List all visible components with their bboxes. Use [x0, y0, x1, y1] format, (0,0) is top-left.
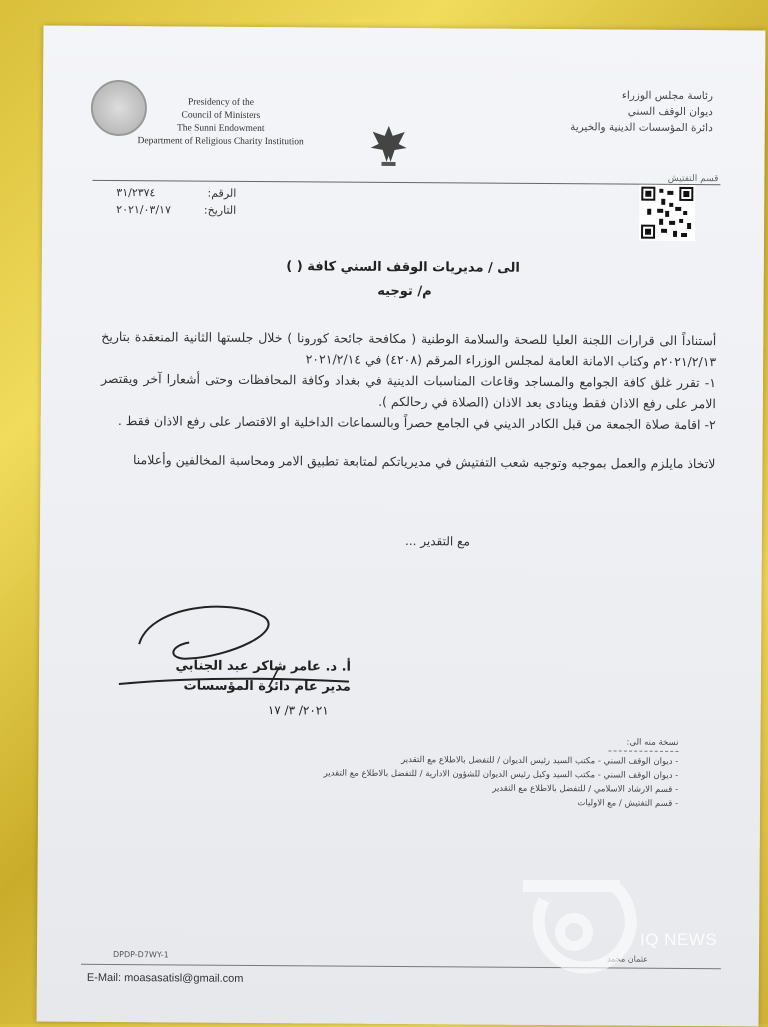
en-line-1: Presidency of the — [187, 97, 254, 108]
en-line-2: Council of Ministers — [181, 110, 261, 122]
cc-item-3: - قسم الارشاد الاسلامي / للتفضل بالاطلاع مع التقدير — [492, 783, 679, 795]
signature-date: ٢٠٢١/ ٣/ ١٧ — [267, 703, 329, 718]
en-line-3: The Sunni Endowment — [176, 123, 265, 135]
ref-number-value: ٣١/٢٣٧٤ — [116, 186, 156, 200]
reference-block — [116, 184, 236, 219]
ref-number-label: الرقم: — [207, 186, 237, 200]
body-paragraph-4: لاتخاذ مايلزم والعمل بموجبه وتوجيه شعب التفتيش في مديرياتكم لمتابعة تطبيق الامر ومحاسبة المخالفين وأعلامنا — [132, 452, 716, 472]
qr-code-icon — [639, 185, 695, 241]
iraq-emblem-icon — [369, 122, 409, 168]
ar-line-2: ديوان الوقف السني — [627, 105, 713, 119]
recipient-line: الى / مديريات الوقف السني كافة ( ) — [286, 259, 520, 276]
ref-date-value: ٢٠٢١/٠٣/١٧ — [116, 203, 171, 217]
department-label: قسم التفتيش — [667, 173, 719, 185]
iq-news-logo-icon — [514, 856, 644, 986]
ar-line-1: رئاسة مجلس الوزراء — [621, 89, 714, 103]
cc-label: نسخة منه الى: — [626, 737, 679, 748]
arabic-letterhead — [513, 87, 713, 136]
document-page — [37, 25, 766, 1026]
body-paragraph-3: ٢- اقامة صلاة الجمعة من قبل الكادر الديني في الجامع حصراً وبالسماعات الداخلية او الاقتصار على رفع الاذان فقط . — [117, 413, 716, 433]
footer-email: E-Mail: moasasatisl@gmail.com — [86, 971, 244, 985]
signer-block — [131, 656, 351, 698]
en-line-4: Department of Religious Charity Institution — [137, 136, 304, 148]
cc-item-2: - ديوان الوقف السني - مكتب السيد وكيل رئيس الديوان للشؤون الادارية / للتفضل بالاطلاع مع التقدير — [323, 768, 679, 781]
closing-regards: مع التقدير ... — [405, 534, 470, 549]
ar-line-3: دائرة المؤسسات الدينية والخيرية — [570, 121, 713, 135]
watermark-text: IQ NEWS — [640, 930, 718, 949]
footer-code: DPDP-D7WY-1 — [112, 949, 169, 960]
body-paragraph-2: ١- تقرر غلق كافة الجوامع والمساجد وقاعات المناسبات الدينية في بغداد وكافة المحافظات وحتى أشعارا آخر ويقتصر الامر على رفع الاذان فقط وينادى بعد الاذان (الصلاة في رحالكم ). — [100, 370, 717, 412]
cc-item-4: - قسم التفتيش / مع الاوليات — [577, 798, 679, 809]
english-letterhead — [101, 96, 341, 150]
ref-date-label: التاريخ: — [203, 203, 237, 217]
signer-title: مدير عام دائرة المؤسسات — [183, 678, 351, 695]
letter-body — [100, 326, 716, 474]
signer-name: أ. د. عامر شاكر عبد الجنابي — [175, 658, 352, 675]
footer-initials: عثمان محمد — [606, 954, 648, 964]
cc-rule — [608, 750, 678, 751]
subject-line: م/ توجيه — [377, 283, 432, 300]
copies-list — [308, 733, 679, 811]
cc-item-1: - ديوان الوقف السني - مكتب السيد رئيس الديوان / للتفضل بالاطلاع مع التقدير — [401, 755, 679, 767]
body-paragraph-1: أستناداً الى قرارات اللجنة العليا للصحة والسلامة الوطنية ( مكافحة جائحة كورونا ) خلال جلستها الثانية المنعقدة بتاريخ ٢٠٢١/٢/١٣م وكتاب الامانة العامة لمجلس الوزراء المرقم (٤٢٠٨) في ٢٠٢١/٢/١٤ — [101, 328, 717, 370]
